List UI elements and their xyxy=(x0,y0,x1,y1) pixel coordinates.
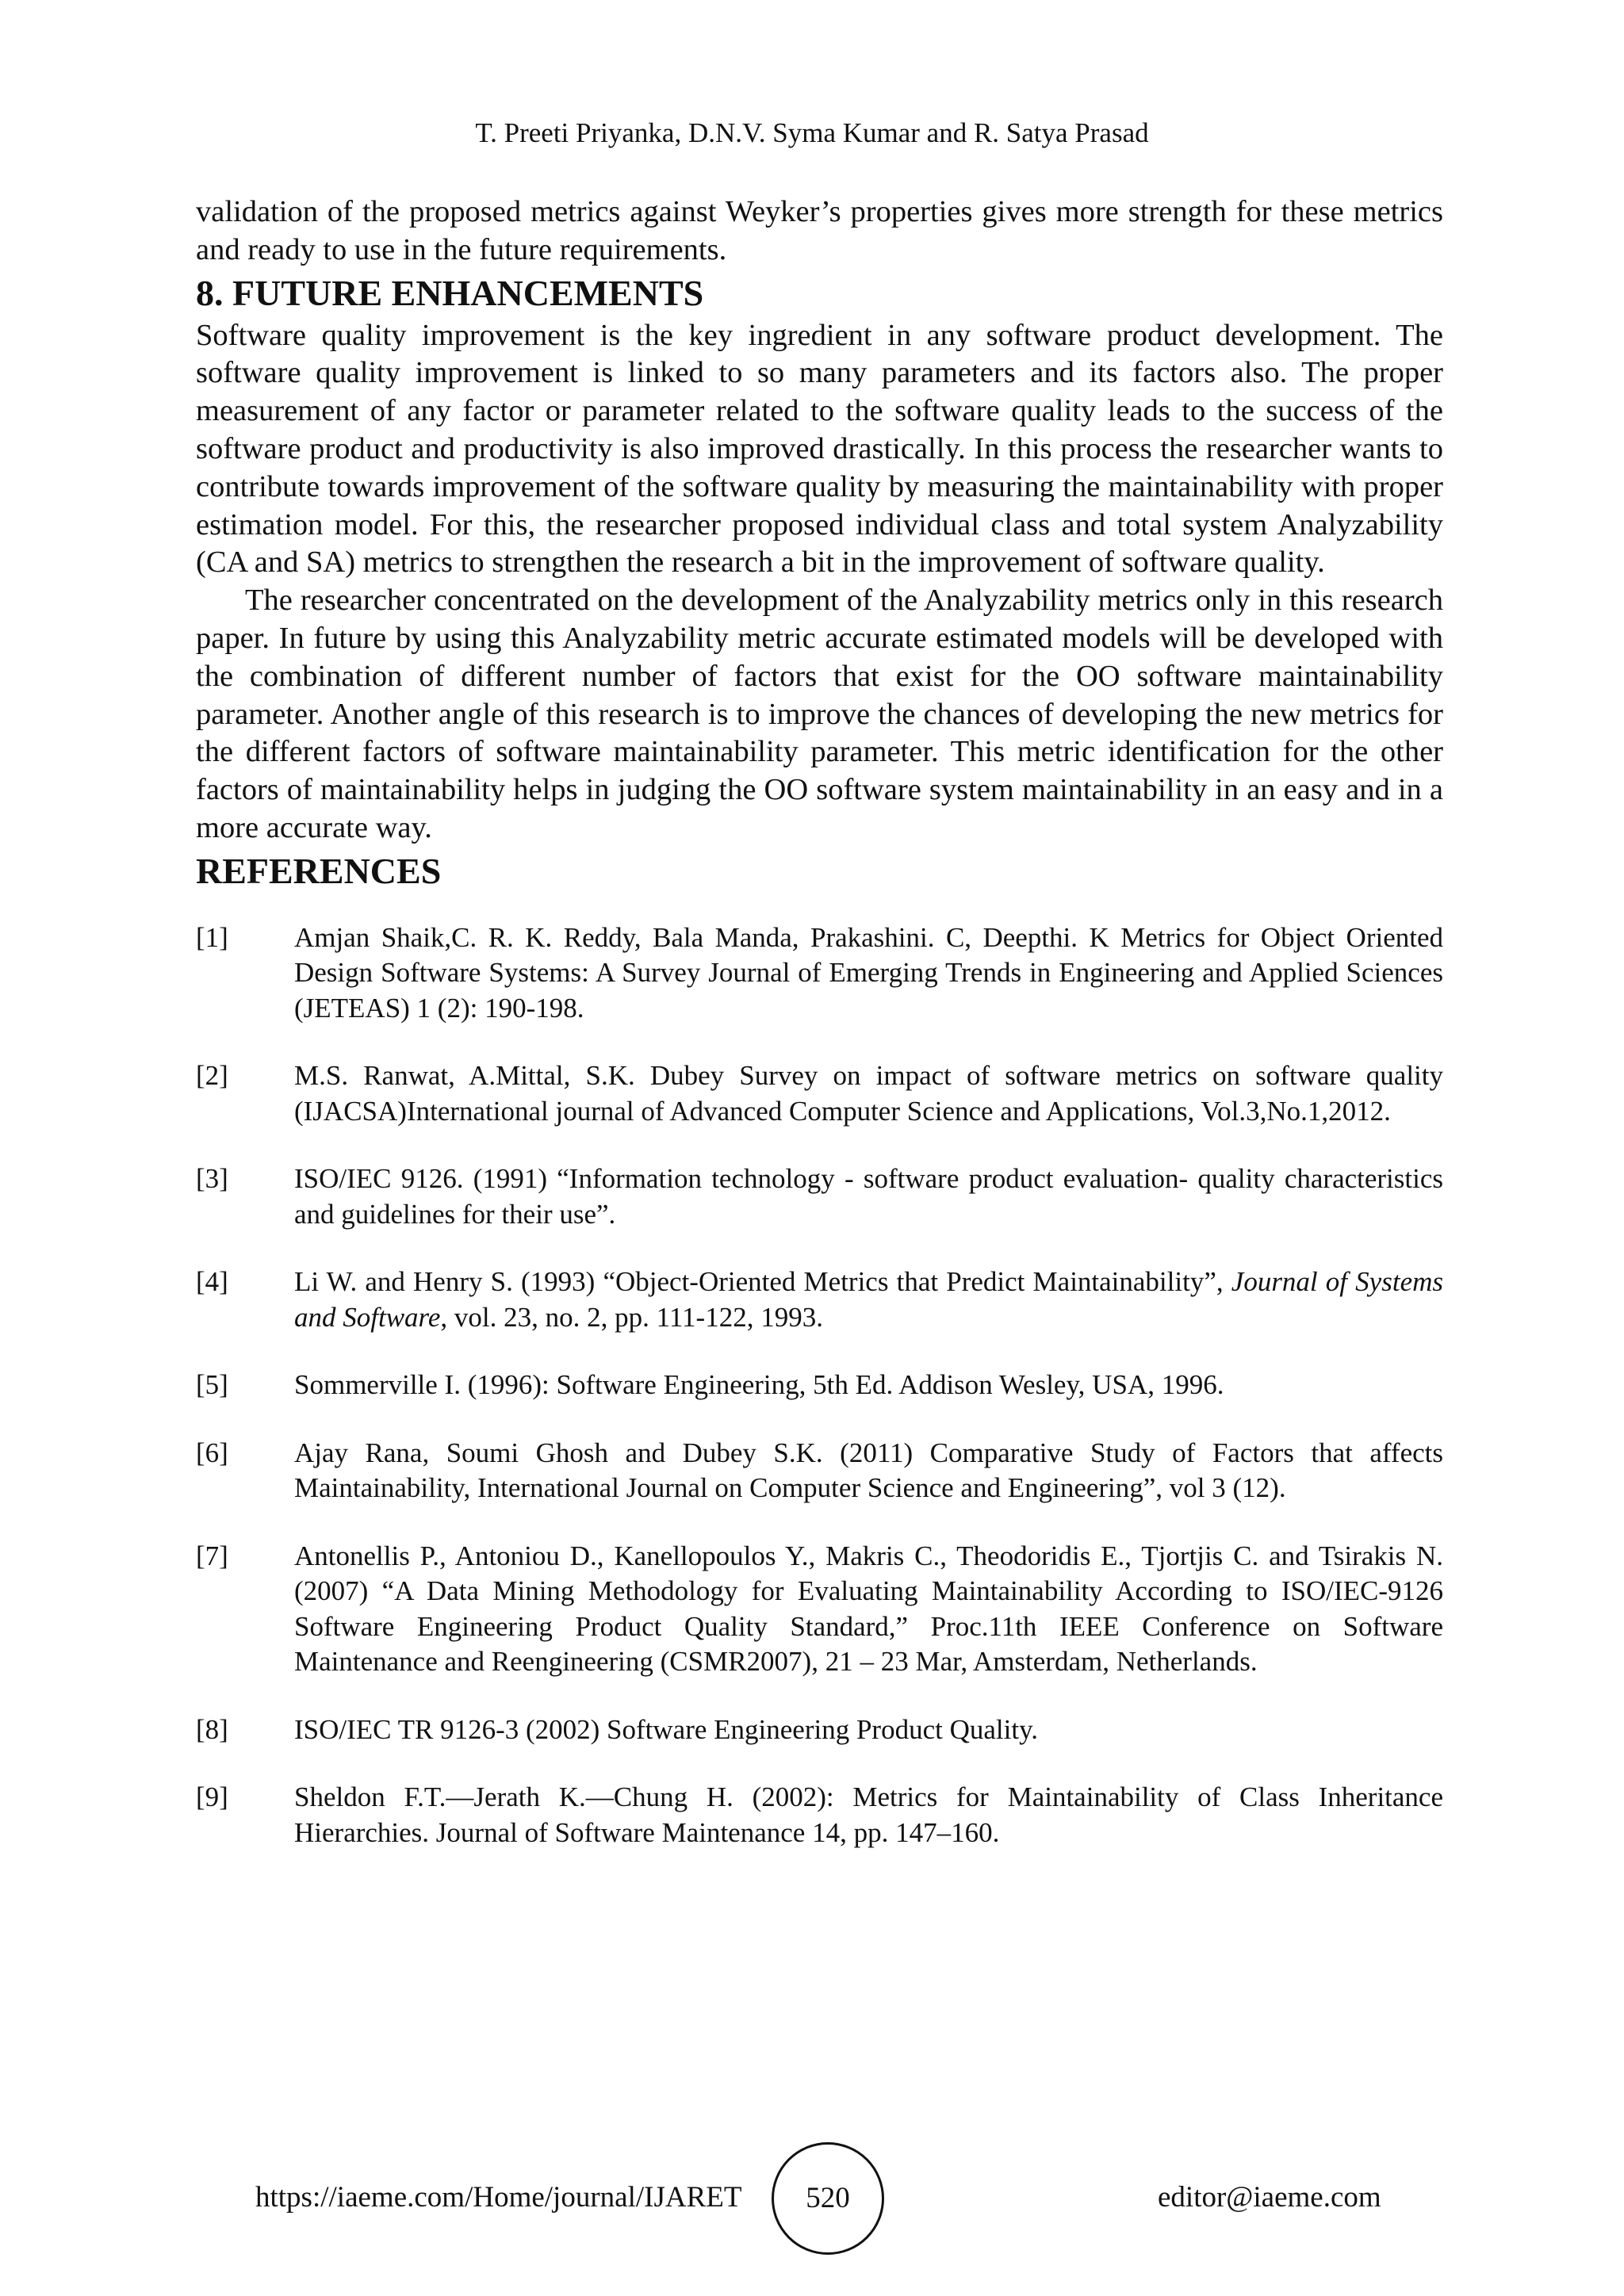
reference-item xyxy=(196,1058,1443,1129)
running-header: T. Preeti Priyanka, D.N.V. Syma Kumar and R. Satya Prasad xyxy=(475,117,1149,148)
main-content xyxy=(196,193,1443,1883)
footer-url-link[interactable]: https://iaeme.com/Home/journal/IJARET xyxy=(255,2181,742,2214)
future-paragraph-2: The researcher concentrated on the development of the Analyzability metrics only in this research paper. In future by using this Analyzability metric accurate estimated models will be developed with the combination of different number of factors that exist for the OO software maintainability parameter. Another angle of this research is to improve the chances of developing the new metrics for the different factors of software maintainability parameter. This metric identification for the other factors of maintainability helps in judging the OO software system maintainability in an easy and in a more accurate way. xyxy=(196,584,1443,844)
reference-item xyxy=(196,1368,1443,1403)
page-footer xyxy=(0,2142,1624,2261)
reference-item xyxy=(196,1161,1443,1232)
references-heading: REFERENCES xyxy=(196,850,442,891)
future-enhancements-heading: 8. FUTURE ENHANCEMENTS xyxy=(196,272,704,313)
reference-number: [7] xyxy=(196,1540,228,1571)
reference-text: Amjan Shaik,C. R. K. Reddy, Bala Manda, Prakashini. C, Deepthi. K Metrics for Object Oriented Design Software Systems: A Survey Journal of Emerging Trends in Engineering and Applied Sciences (JETEAS) 1 (2): 190-198. xyxy=(294,921,1443,1024)
reference-text xyxy=(294,1265,1443,1335)
future-paragraph-1: Software quality improvement is the key ingredient in any software product development. The software quality improvement is linked to so many parameters and its factors also. The proper measurement of any factor or parameter related to the software quality leads to the success of the software product and productivity is also improved drastically. In this process the researcher wants to contribute towards improvement of the software quality by measuring the maintainability with proper estimation model. For this, the researcher proposed individual class and total system Analyzability (CA and SA) metrics to strengthen the research a bit in the improvement of software quality. xyxy=(196,318,1443,580)
reference-number: [9] xyxy=(196,1781,228,1813)
reference-text-start: Li W. and Henry S. (1993) “Object-Oriented Metrics that Predict Maintainability”, xyxy=(294,1266,1231,1298)
reference-item xyxy=(196,1436,1443,1506)
reference-number: [1] xyxy=(196,921,228,953)
reference-text: ISO/IEC TR 9126-3 (2002) Software Engineering Product Quality. xyxy=(294,1713,1039,1745)
page-number-circle xyxy=(772,2142,884,2255)
reference-number: [5] xyxy=(196,1369,228,1401)
journal-title-italic: Journal of Systems and Software xyxy=(294,1266,1443,1333)
footer-email-link[interactable]: editor@iaeme.com xyxy=(1158,2181,1381,2214)
intro-paragraph: validation of the proposed metrics against Weyker’s properties gives more strength for these metrics and ready to use in the future requirements. xyxy=(196,195,1443,266)
reference-item xyxy=(196,1539,1443,1680)
reference-text: Antonellis P., Antoniou D., Kanellopoulos Y., Makris C., Theodoridis E., Tjortjis C. and Tsirakis N. (2007) “A Data Mining Methodology for Evaluating Maintainability According to ISO/IEC-9126 Software Engineering Product Quality Standard,” Proc.11th IEEE Conference on Software Maintenance and Reengineering (CSMR2007), 21 – 23 Mar, Amsterdam, Netherlands. xyxy=(294,1540,1443,1678)
reference-number: [2] xyxy=(196,1060,228,1092)
reference-text: Ajay Rana, Soumi Ghosh and Dubey S.K. (2011) Comparative Study of Factors that affects Maintainability, International Journal on Computer Science and Engineering”, vol 3 (12). xyxy=(294,1437,1443,1504)
reference-number: [8] xyxy=(196,1713,228,1745)
reference-number: [3] xyxy=(196,1163,228,1195)
reference-item xyxy=(196,1712,1443,1748)
reference-number: [4] xyxy=(196,1266,228,1298)
reference-text-end: , vol. 23, no. 2, pp. 111-122, 1993. xyxy=(440,1301,823,1333)
reference-text: M.S. Ranwat, A.Mittal, S.K. Dubey Survey on impact of software metrics on software quality (IJACSA)International journal of Advanced Computer Science and Applications, Vol.3,No.1,2012. xyxy=(294,1060,1443,1127)
reference-item xyxy=(196,920,1443,1027)
reference-text: Sommerville I. (1996): Software Engineering, 5th Ed. Addison Wesley, USA, 1996. xyxy=(294,1369,1224,1401)
reference-number: [6] xyxy=(196,1437,228,1468)
reference-text: Sheldon F.T.—Jerath K.—Chung H. (2002): Metrics for Maintainability of Class Inheritance Hierarchies. Journal of Software Maintenance 14, pp. 147–160. xyxy=(294,1781,1443,1848)
reference-text: ISO/IEC 9126. (1991) “Information technology - software product evaluation- quality characteristics and guidelines for their use”. xyxy=(294,1163,1443,1230)
reference-list xyxy=(196,920,1443,1851)
page-number: 520 xyxy=(806,2182,850,2214)
reference-item xyxy=(196,1780,1443,1850)
reference-item xyxy=(196,1265,1443,1335)
